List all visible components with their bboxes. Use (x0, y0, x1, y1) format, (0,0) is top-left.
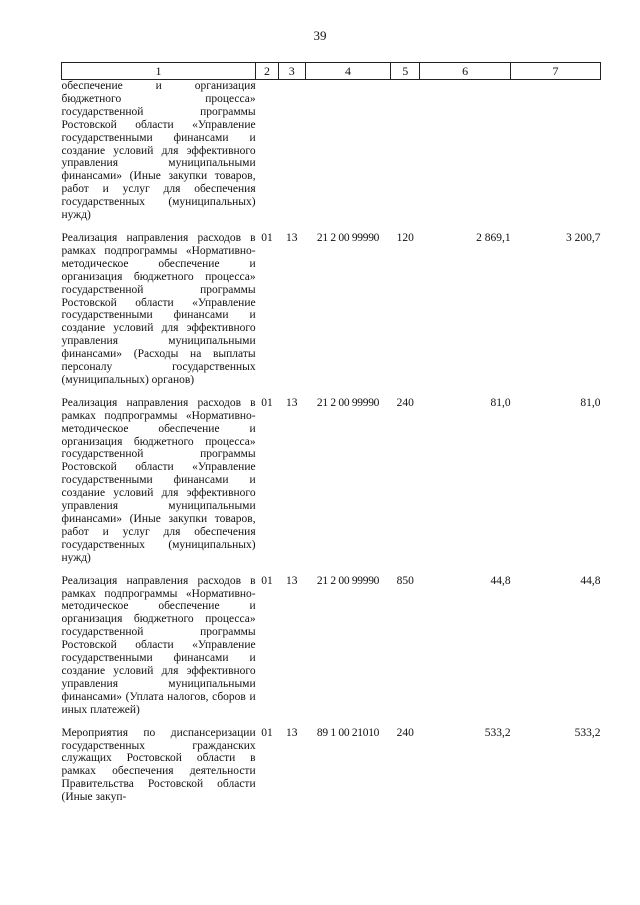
row-section: 01 (261, 396, 273, 409)
row-amount-1: 2 869,1 (476, 231, 511, 244)
row-expense-type: 240 (396, 726, 414, 739)
row-subsection: 13 (285, 726, 298, 739)
row-amount-1: 81,0 (490, 396, 511, 409)
row-section: 01 (261, 726, 273, 739)
column-header-7: 7 (511, 63, 601, 80)
row-target-code (305, 80, 391, 222)
row-expense-type (391, 80, 420, 222)
column-header-5: 5 (391, 63, 420, 80)
row-subsection: 13 (285, 574, 298, 587)
row-expense-type: 120 (396, 231, 414, 244)
row-description: обеспечение и организация бюджетного процесса» государственной программы Ростовской области «Управление государственными финансами и создание условий для эффективного управления муниципальными финансами» (Иные закупки товаров, работ и услуг для обеспечения государственных (муниципальных) нужд) (61, 80, 256, 222)
page-number: 39 (313, 28, 327, 43)
row-amount-2 (511, 80, 601, 222)
row-description: Реализация направления расходов в рамках подпрограммы «Нормативно-методическое обеспечение и организация бюджетного процесса» государственной программы Ростовской области «Управление государственными финансами и создание условий для эффективного управления муниципальными финансами» (Расходы на выплаты персоналу государственных (муниципальных) органов) (61, 231, 256, 386)
row-amount-1: 533,2 (484, 726, 511, 739)
row-target-code: 89 1 00 21010 (316, 726, 380, 739)
row-amount-1: 44,8 (490, 574, 511, 587)
row-section: 01 (261, 574, 273, 587)
column-header-3: 3 (278, 63, 305, 80)
row-amount-2: 533,2 (574, 726, 601, 739)
row-section: 01 (261, 231, 273, 244)
column-header-4: 4 (305, 63, 391, 80)
table-row (62, 397, 601, 565)
column-header-1: 1 (62, 63, 256, 80)
row-section (256, 80, 279, 222)
row-subsection: 13 (285, 231, 298, 244)
budget-table (61, 62, 601, 804)
table-row (62, 575, 601, 717)
row-description: Мероприятия по диспансеризации государственных гражданских служащих Ростовской области в рамках обеспечения деятельности Правительства Ростовской области (Иные закуп- (61, 726, 256, 804)
row-target-code: 21 2 00 99990 (316, 574, 380, 587)
column-header-6: 6 (420, 63, 511, 80)
row-subsection (278, 80, 305, 222)
row-expense-type: 240 (396, 396, 414, 409)
row-description: Реализация направления расходов в рамках подпрограммы «Нормативно-методическое обеспечение и организация бюджетного процесса» государственной программы Ростовской области «Управление государственными финансами и создание условий для эффективного управления муниципальными финансами» (Иные закупки товаров, работ и услуг для обеспечения государственных (муниципальных) нужд) (61, 396, 256, 564)
table-row (62, 80, 601, 222)
row-subsection: 13 (285, 396, 298, 409)
row-amount-2: 3 200,7 (566, 231, 601, 244)
row-amount-2: 81,0 (580, 396, 601, 409)
row-target-code: 21 2 00 99990 (316, 231, 380, 244)
row-target-code: 21 2 00 99990 (316, 396, 380, 409)
column-header-2: 2 (256, 63, 279, 80)
table-row (62, 727, 601, 804)
column-number-header (62, 63, 601, 80)
row-amount-1 (420, 80, 511, 222)
table-row (62, 232, 601, 387)
row-expense-type: 850 (396, 574, 414, 587)
row-description: Реализация направления расходов в рамках подпрограммы «Нормативно-методическое обеспечение и организация бюджетного процесса» государственной программы Ростовской области «Управление государственными финансами и создание условий для эффективного управления муниципальными финансами» (Уплата налогов, сборов и иных платежей) (61, 574, 256, 716)
row-amount-2: 44,8 (580, 574, 601, 587)
